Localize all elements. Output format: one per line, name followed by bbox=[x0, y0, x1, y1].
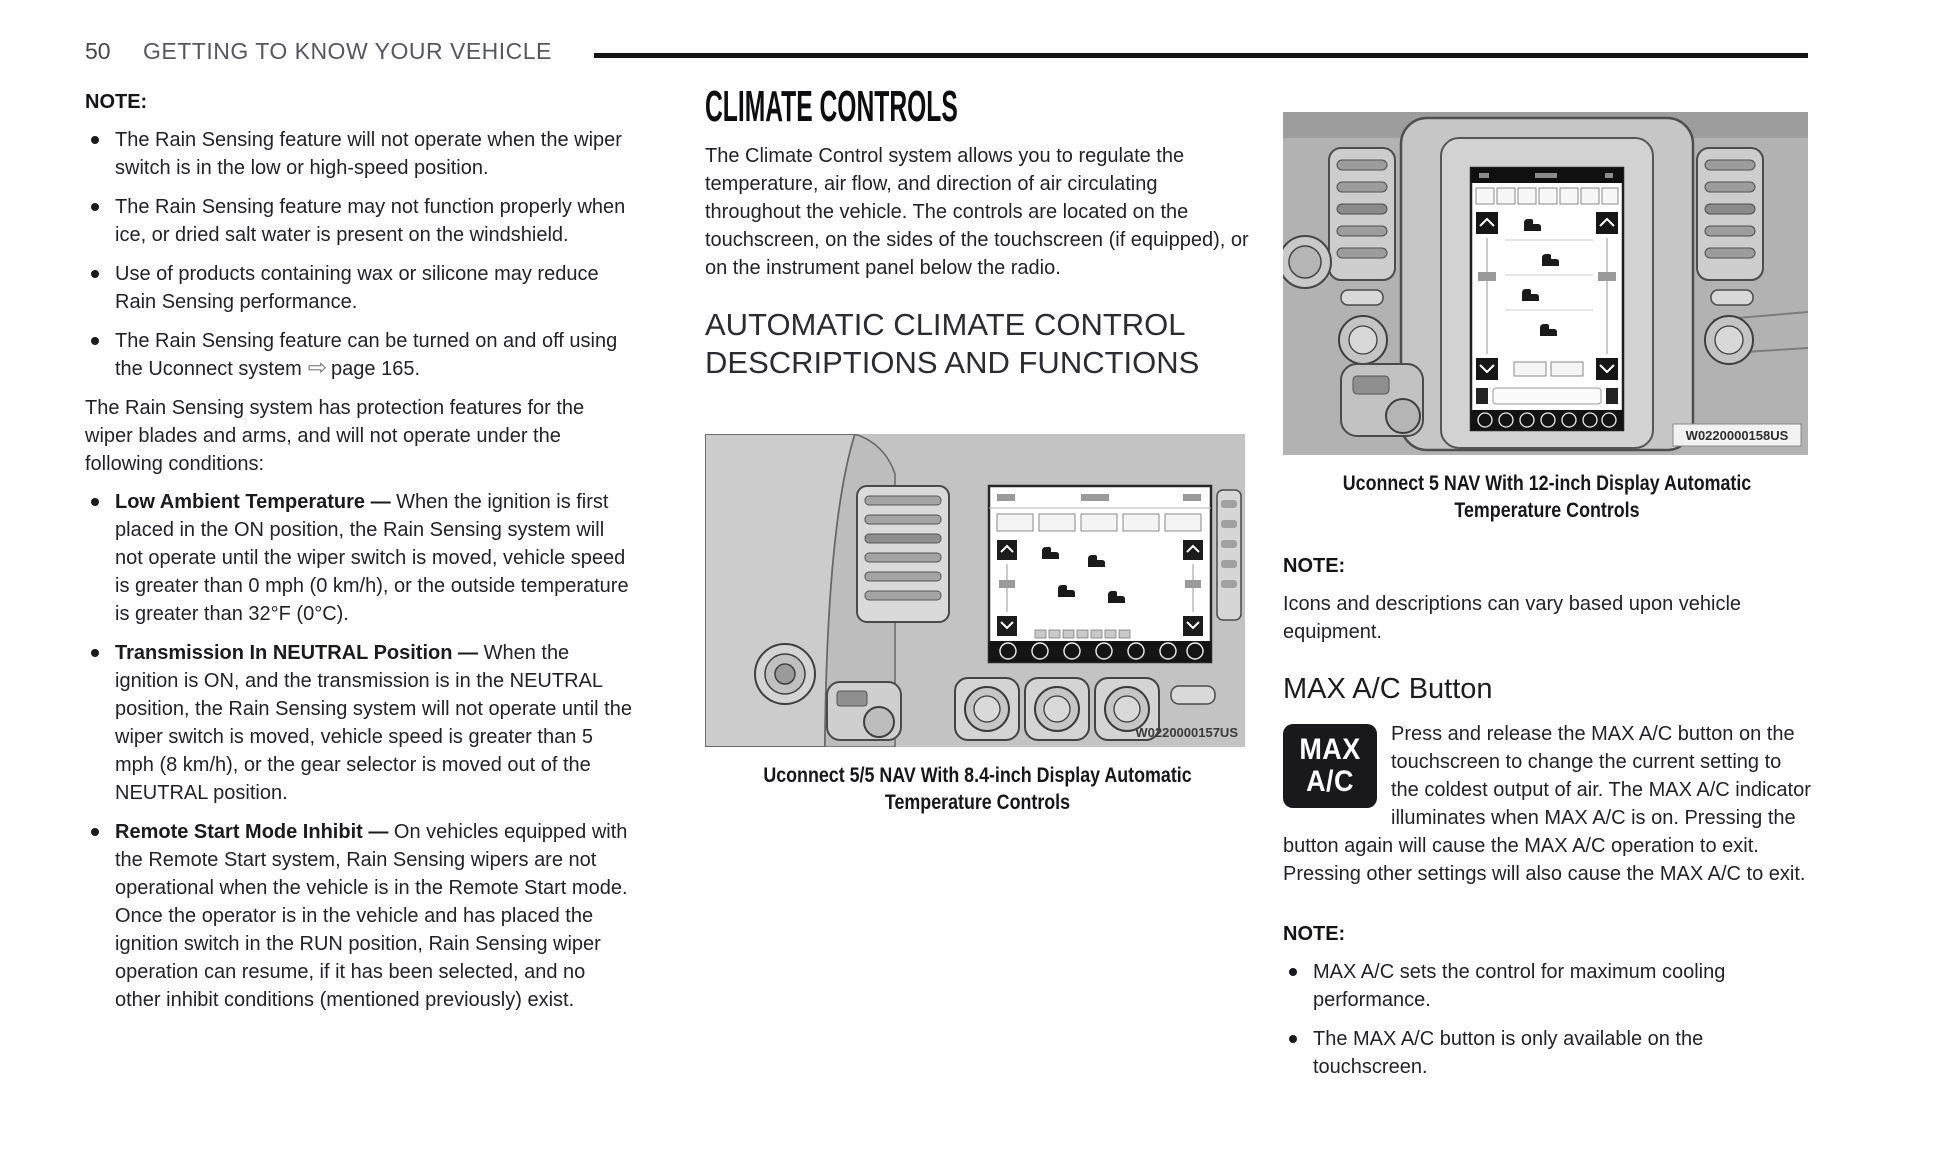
list-item bbox=[115, 327, 633, 383]
header-rule bbox=[594, 53, 1808, 58]
figure-watermark: W0220000158US bbox=[1685, 428, 1789, 443]
bullet-lead: Remote Start Mode Inhibit — bbox=[115, 821, 394, 843]
note-label: NOTE: bbox=[85, 91, 148, 113]
intro-paragraph: The Rain Sensing system has protection features for the wiper blades and arms, and will not operate under the following conditions: bbox=[85, 397, 585, 475]
page-reference-link[interactable] bbox=[302, 354, 421, 380]
bullet-text: The Rain Sensing feature can be turned on and off using the Uconnect system bbox=[115, 330, 618, 380]
max-ac-block bbox=[1283, 720, 1811, 898]
bullet-text: The MAX A/C button is only available on the touchscreen. bbox=[1313, 1028, 1704, 1078]
list-item bbox=[1313, 958, 1811, 1014]
list-item bbox=[115, 193, 633, 249]
touchscreen-12 bbox=[1471, 168, 1623, 430]
left-column bbox=[85, 88, 633, 1025]
bullet-text: When the ignition is ON, and the transmission is in the NEUTRAL position, the Rain Sensing system will not operate until the wiper switch is moved, vehicle speed is greater than 5 mph (8 km/h), or the gear selector is moved out of the NEUTRAL position. bbox=[115, 642, 632, 804]
max-ac-icon-line2: A/C bbox=[1306, 765, 1354, 798]
rain-sensing-note-list bbox=[85, 126, 633, 383]
list-item bbox=[115, 639, 633, 807]
bullet-lead: Low Ambient Temperature — bbox=[115, 491, 397, 513]
note-text: Icons and descriptions can vary based upon vehicle equipment. bbox=[1283, 593, 1742, 643]
note-label: NOTE: bbox=[1283, 923, 1346, 945]
middle-column bbox=[705, 84, 1250, 816]
right-vent bbox=[1217, 490, 1241, 620]
bullet-text: The Rain Sensing feature may not function properly when ice, or dried salt water is present on the windshield. bbox=[115, 196, 626, 246]
page-ref-text: page 165. bbox=[331, 358, 421, 380]
gear-selector bbox=[1341, 364, 1423, 436]
left-vent bbox=[857, 486, 949, 622]
note-label: NOTE: bbox=[1283, 555, 1346, 577]
figure-caption: Uconnect 5 NAV With 12-inch Display Automatic Temperature Controls bbox=[1342, 472, 1752, 522]
rain-sensing-conditions-list bbox=[85, 488, 633, 1014]
list-item bbox=[1313, 1025, 1811, 1081]
max-ac-note-list bbox=[1283, 958, 1811, 1081]
page-number: 50 bbox=[85, 38, 111, 64]
figure-watermark: W0220000157US bbox=[1135, 725, 1238, 740]
right-column bbox=[1283, 112, 1811, 1092]
max-ac-button-icon[interactable] bbox=[1283, 724, 1377, 808]
bullet-lead: Transmission In NEUTRAL Position — bbox=[115, 642, 484, 664]
section-title: CLIMATE CONTROLS bbox=[705, 82, 958, 131]
dashboard-12-illustration bbox=[1283, 112, 1808, 455]
touchscreen-8-4 bbox=[989, 486, 1211, 662]
bullet-text: Use of products containing wax or silicone may reduce Rain Sensing performance. bbox=[115, 263, 599, 313]
bullet-text: On vehicles equipped with the Remote Start system, Rain Sensing wipers are not operational when the vehicle is in the Remote Start mode. Once the operator is in the vehicle and has placed the ignition switch in the RUN position, Rain Sensing wiper operation can resume, if it has been selected, and no other inhibit conditions (mentioned previously) exist. bbox=[115, 821, 628, 1011]
max-ac-icon-line1: MAX bbox=[1299, 733, 1361, 766]
max-ac-paragraph: Press and release the MAX A/C button on the touchscreen to change the current setting to the coldest output of air. The MAX A/C indicator illuminates when MAX A/C is on. Pressing the button again will cause the MAX A/C operation to exit. Pressing other settings will also cause the MAX A/C to exit. bbox=[1283, 723, 1811, 885]
headlight-knob bbox=[755, 644, 815, 704]
page-ref-arrow-icon: ⇨ bbox=[307, 354, 328, 380]
gear-selector bbox=[827, 682, 901, 740]
list-item bbox=[115, 818, 633, 1014]
bullet-text: MAX A/C sets the control for maximum cooling performance. bbox=[1313, 961, 1726, 1011]
list-item bbox=[115, 126, 633, 182]
dashboard-8-4-illustration bbox=[705, 434, 1245, 747]
left-dash-knob bbox=[1283, 236, 1331, 288]
chapter-title: GETTING TO KNOW YOUR VEHICLE bbox=[143, 38, 552, 64]
figure-12-inch-display bbox=[1283, 112, 1811, 524]
figure-caption: Uconnect 5/5 NAV With 8.4-inch Display Automatic Temperature Controls bbox=[763, 764, 1192, 814]
figure-8-4-inch-display bbox=[705, 434, 1250, 816]
list-item bbox=[115, 488, 633, 628]
subsection-title: AUTOMATIC CLIMATE CONTROL DESCRIPTIONS AND FUNCTIONS bbox=[705, 307, 1200, 380]
climate-intro-paragraph: The Climate Control system allows you to regulate the temperature, air flow, and direction of air circulating throughout the vehicle. The controls are located on the touchscreen, on the sides of the touchscreen (if equipped), or on the instrument panel below the radio. bbox=[705, 145, 1249, 279]
list-item bbox=[115, 260, 633, 316]
bullet-text: When the ignition is first placed in the ON position, the Rain Sensing system will not operate until the wiper switch is moved, vehicle speed is greater than 0 mph (0 km/h), or the outside temperature is greater than 32°F (0°C). bbox=[115, 491, 629, 625]
bullet-text: The Rain Sensing feature will not operate when the wiper switch is in the low or high-speed position. bbox=[115, 129, 622, 179]
max-ac-heading: MAX A/C Button bbox=[1283, 673, 1493, 705]
